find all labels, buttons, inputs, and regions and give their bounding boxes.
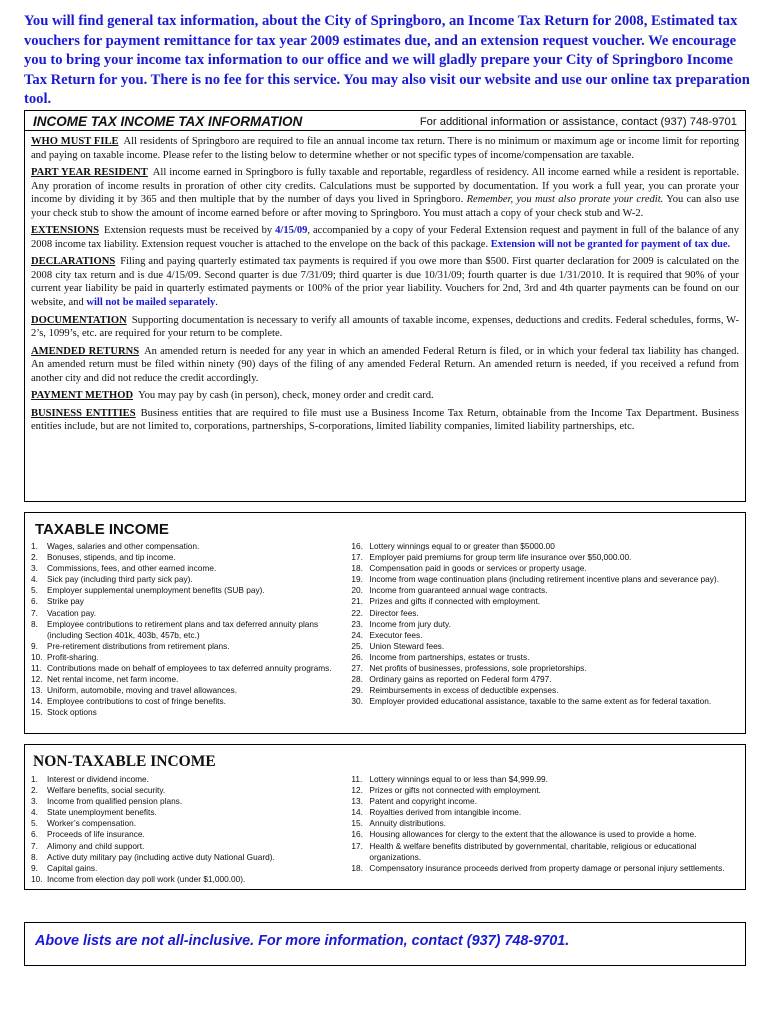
list-item-number: 15. xyxy=(351,818,363,829)
list-item xyxy=(351,619,739,630)
list-item-text: Sick pay (including third party sick pay). xyxy=(47,574,193,585)
list-item xyxy=(351,574,739,585)
list-item xyxy=(351,796,739,807)
list-item xyxy=(351,818,739,829)
list-item-text: Proceeds of life insurance. xyxy=(47,829,145,840)
business-entities-heading: BUSINESS ENTITIES xyxy=(31,407,136,419)
list-item xyxy=(31,641,345,652)
list-item-text: Executor fees. xyxy=(369,629,423,640)
list-item-number: 12. xyxy=(31,674,43,685)
list-item-number: 7. xyxy=(31,840,38,851)
list-item-text: Capital gains. xyxy=(47,862,98,873)
list-item-number: 8. xyxy=(31,618,38,629)
list-item xyxy=(31,707,345,718)
list-item-text: Prizes or gifts not connected with employment. xyxy=(369,785,541,796)
info-title: INCOME TAX INCOME TAX INFORMATION xyxy=(33,114,303,129)
list-item-number: 14. xyxy=(31,696,43,707)
list-item xyxy=(31,685,345,696)
list-item-number: 6. xyxy=(31,596,38,607)
list-item-number: 18. xyxy=(351,862,363,873)
payment-method-paragraph xyxy=(31,389,739,403)
list-item-text: Uniform, automobile, moving and travel allowances. xyxy=(47,685,237,696)
list-item xyxy=(351,541,739,552)
list-item-text: Reimbursements in excess of deductible expenses. xyxy=(369,685,559,696)
taxable-income-left-list xyxy=(31,541,345,719)
list-item-text: Wages, salaries and other compensation. xyxy=(47,541,200,551)
list-item-number: 1. xyxy=(31,541,38,551)
list-item-number: 20. xyxy=(351,585,363,596)
list-item-number: 3. xyxy=(31,796,38,807)
part-year-resident-heading: PART YEAR RESIDENT xyxy=(31,167,148,179)
extensions-text2: , accompanied by a copy of your Federal Extension request and payment in full of the balance of any 2008 income tax liability. Extension request voucher is attached to the envelope on the back of this package. xyxy=(31,225,740,250)
list-item xyxy=(351,674,739,685)
list-item xyxy=(351,785,739,796)
list-item-text: Vacation pay. xyxy=(47,607,97,618)
business-entities-text: Business entities that are required to file must use a Business Income Tax Return, obtainable from the Income Tax Department. Business entities include, but are not limited to, corporations, partnerships, S-corporations, limited liability companies, limited liability partnerships, etc. xyxy=(31,407,739,433)
who-must-file-heading: WHO MUST FILE xyxy=(31,136,119,147)
list-item-text: Employer paid premiums for group term life insurance over $50,000.00. xyxy=(369,552,632,563)
part-year-resident-text: All income earned in Springboro is fully taxable and reportable, regardless of residency. All income earned while a resident is reportable. Any proration of income results in proration of other city credits. Calculations must be supported by documentation. If you work a full year, you can prorate your income by dividing it by 365 and then multiple that by the number of days you lived in Springboro. xyxy=(31,167,740,206)
declarations-heading: DECLARATIONS xyxy=(31,256,116,268)
list-item xyxy=(351,596,739,607)
list-item-text: Pre-retirement distributions from retirement plans. xyxy=(47,640,230,651)
list-item-number: 23. xyxy=(351,618,363,629)
amended-returns-text: An amended return is needed for any year in which an amended Federal Return is filed, or in which your federal tax liability has changed. An amended return must be filed within ninety (90) days of the filing of any amended Federal Return. An amended return is needed, if you received a refund from another city and did not reduce the credit accordingly. xyxy=(31,345,739,384)
who-must-file-text: All residents of Springboro are required to file an annual income tax return. There is no minimum or maximum age or income limit for reporting and paying on taxable income. Please refer to the listing below to determine whether or not specific types of income/compensation are taxable. xyxy=(31,136,739,161)
list-item xyxy=(31,829,345,840)
list-item-text: Employee contributions to retirement plans and tax deferred annuity plans (including Section 401k, 403b, 457b, etc.) xyxy=(47,618,319,640)
list-item xyxy=(31,696,345,707)
documentation-paragraph xyxy=(31,314,739,341)
intro-paragraph: You will find general tax information, about the City of Springboro, an Income Tax Return for 2008, Estimated tax vouchers for payment remittance for tax year 2009 estimates due, and an extension request voucher. We encourage you to bring your income tax information to our office and we will gladly prepare your City of Springboro Income Tax Return for you. There is no fee for this service. You may also visit our website and use our online tax preparation tool. xyxy=(24,13,750,107)
list-item-number: 13. xyxy=(31,685,43,696)
list-item-number: 2. xyxy=(31,552,38,563)
list-item xyxy=(351,663,739,674)
list-item-text: Net rental income, net farm income. xyxy=(47,674,179,685)
list-item xyxy=(351,807,739,818)
list-item xyxy=(351,829,739,840)
list-item xyxy=(351,863,739,874)
documentation-heading: DOCUMENTATION xyxy=(31,314,127,326)
list-item-text: Health & welfare benefits distributed by governmental, charitable, religious or educational organizations. xyxy=(369,840,697,862)
income-tax-info-section xyxy=(24,110,746,502)
list-item-text: Compensation paid in goods or services or property usage. xyxy=(369,563,587,574)
list-item-text: Alimony and child support. xyxy=(47,840,145,851)
list-item-text: Employer provided educational assistance, taxable to the same extent as for federal taxation. xyxy=(369,696,712,707)
declarations-warning: will not be mailed separately xyxy=(86,297,216,309)
list-item xyxy=(351,552,739,563)
list-item-text: Compensatory insurance proceeds derived from property damage or personal injury settlements. xyxy=(369,862,725,873)
payment-method-heading: PAYMENT METHOD xyxy=(31,390,134,402)
list-item-number: 25. xyxy=(351,640,363,651)
non-taxable-income-section xyxy=(24,744,746,890)
list-item-text: Ordinary gains as reported on Federal form 4797. xyxy=(369,674,552,685)
list-item-text: Strike pay xyxy=(47,596,84,607)
footer-note: Above lists are not all-inclusive. For more information, contact (937) 748-9701. xyxy=(35,933,570,949)
list-item xyxy=(31,596,345,607)
list-item-text: Prizes and gifts if connected with employment. xyxy=(369,596,541,607)
list-item-number: 17. xyxy=(351,840,363,851)
list-item-number: 28. xyxy=(351,674,363,685)
list-item-text: Annuity distributions. xyxy=(369,818,446,829)
info-header xyxy=(25,111,745,131)
list-item-text: Income from election day poll work (under $1,000.00). xyxy=(47,873,246,884)
taxable-income-right-list xyxy=(351,541,739,719)
list-item xyxy=(31,652,345,663)
list-item-number: 30. xyxy=(351,696,363,707)
declarations-end: . xyxy=(215,297,218,309)
list-item-number: 16. xyxy=(351,541,363,551)
list-item-text: Income from wage continuation plans (including retirement incentive plans and severance pay). xyxy=(369,574,720,585)
list-item-text: Lottery winnings equal to or greater than $5000.00 xyxy=(369,541,555,551)
list-item xyxy=(31,563,345,574)
list-item-text: Net profits of businesses, professions, sole proprietorships. xyxy=(369,663,587,674)
taxable-income-section xyxy=(24,512,746,734)
list-item-text: Contributions made on behalf of employees to tax deferred annuity programs. xyxy=(47,663,332,674)
list-item-number: 7. xyxy=(31,607,38,618)
list-item-number: 18. xyxy=(351,563,363,574)
extensions-heading: EXTENSIONS xyxy=(31,225,99,237)
list-item-text: Union Steward fees. xyxy=(369,640,445,651)
list-item-number: 8. xyxy=(31,851,38,862)
list-item-text: Interest or dividend income. xyxy=(47,774,149,784)
extensions-text1: Extension requests must be received by xyxy=(104,225,273,237)
non-taxable-income-left-list xyxy=(31,774,345,885)
list-item-number: 5. xyxy=(31,818,38,829)
list-item-number: 6. xyxy=(31,829,38,840)
list-item xyxy=(31,863,345,874)
list-item-number: 13. xyxy=(351,796,363,807)
list-item xyxy=(31,663,345,674)
list-item-number: 5. xyxy=(31,585,38,596)
list-item-text: Stock options xyxy=(47,707,97,718)
info-contact: For additional information or assistance, contact (937) 748-9701 xyxy=(419,116,737,128)
list-item-text: Worker’s compensation. xyxy=(47,818,137,829)
list-item-number: 12. xyxy=(351,785,363,796)
list-item xyxy=(31,807,345,818)
list-item-number: 24. xyxy=(351,629,363,640)
taxable-income-title: TAXABLE INCOME xyxy=(35,521,169,538)
list-item xyxy=(351,696,739,707)
who-must-file-paragraph xyxy=(31,135,739,162)
list-item-text: Income from guaranteed annual wage contracts. xyxy=(369,585,548,596)
list-item-number: 10. xyxy=(31,873,43,884)
list-item xyxy=(31,619,345,641)
list-item-number: 19. xyxy=(351,574,363,585)
list-item xyxy=(31,574,345,585)
list-item xyxy=(351,641,739,652)
list-item xyxy=(31,541,345,552)
part-year-resident-italic: Remember, you must also prorate your credit. xyxy=(466,194,664,206)
footer-note-box xyxy=(24,922,746,966)
list-item xyxy=(351,563,739,574)
business-entities-paragraph xyxy=(31,407,739,434)
list-item xyxy=(31,585,345,596)
list-item-text: State unemployment benefits. xyxy=(47,807,157,818)
non-taxable-income-title: NON-TAXABLE INCOME xyxy=(33,753,216,770)
extensions-warning: Extension will not be granted for payment of tax due. xyxy=(490,238,731,250)
part-year-resident-paragraph xyxy=(31,166,739,220)
list-item xyxy=(31,785,345,796)
list-item-text: Lottery winnings equal to or less than $4,999.99. xyxy=(369,774,548,784)
list-item xyxy=(351,652,739,663)
list-item-number: 22. xyxy=(351,607,363,618)
list-item-number: 3. xyxy=(31,563,38,574)
non-taxable-income-right-list xyxy=(351,774,739,885)
part-year-resident-text2: You can also use your check stub to show the amount of income earned before or after moving to Springboro. You must attach a copy of your check stub and W-2. xyxy=(31,194,739,219)
list-item-number: 29. xyxy=(351,685,363,696)
list-item-text: Patent and copyright income. xyxy=(369,796,477,807)
list-item-number: 27. xyxy=(351,663,363,674)
list-item-number: 9. xyxy=(31,640,38,651)
list-item-number: 26. xyxy=(351,651,363,662)
documentation-text: Supporting documentation is necessary to verify all amounts of taxable income, expenses, deductions and credits. Federal schedules, forms, W-2’s, 1099’s, etc. are required for your return to be complete. xyxy=(31,314,739,340)
list-item xyxy=(31,796,345,807)
list-item-text: Bonuses, stipends, and tip income. xyxy=(47,552,176,563)
amended-returns-paragraph xyxy=(31,345,739,386)
list-item-number: 2. xyxy=(31,785,38,796)
list-item xyxy=(31,552,345,563)
list-item-number: 17. xyxy=(351,552,363,563)
list-item xyxy=(351,841,739,863)
extensions-date: 4/15/09 xyxy=(275,225,308,237)
list-item-text: Welfare benefits, social security. xyxy=(47,785,166,796)
list-item-text: Income from qualified pension plans. xyxy=(47,796,183,807)
list-item-number: 16. xyxy=(351,829,363,840)
list-item-number: 21. xyxy=(351,596,363,607)
list-item-text: Royalties derived from intangible income. xyxy=(369,807,522,818)
list-item xyxy=(31,852,345,863)
list-item-text: Commissions, fees, and other earned income. xyxy=(47,563,217,574)
list-item-number: 15. xyxy=(31,707,43,718)
list-item-text: Income from partnerships, estates or trusts. xyxy=(369,651,530,662)
list-item-number: 14. xyxy=(351,807,363,818)
list-item-text: Employer supplemental unemployment benefits (SUB pay). xyxy=(47,585,265,596)
list-item xyxy=(31,674,345,685)
list-item-text: Director fees. xyxy=(369,607,419,618)
declarations-paragraph xyxy=(31,255,739,309)
list-item xyxy=(31,841,345,852)
payment-method-text: You may pay by cash (in person), check, money order and credit card. xyxy=(138,390,434,402)
list-item-number: 4. xyxy=(31,574,38,585)
list-item xyxy=(31,774,345,785)
list-item-text: Active duty military pay (including active duty National Guard). xyxy=(47,851,275,862)
list-item xyxy=(31,818,345,829)
list-item-text: Income from jury duty. xyxy=(369,618,451,629)
list-item xyxy=(31,874,345,885)
declarations-text: Filing and paying quarterly estimated tax payments is required if you owe more than $500. First quarter declaration for 2009 is calculated on the 2008 city tax return and is due 4/15/09. Second quarter is due 7/31/09; third quarter is due 10/31/09; fourth quarter is due 1/31/2010. It is required that 90% of your current year liability be paid in quarterly estimated payments or 100% of the prior year liability. Vouchers for 2nd, 3rd and 4th quarter payments can be found on our website, and xyxy=(31,256,739,309)
list-item-number: 9. xyxy=(31,862,38,873)
list-item xyxy=(351,608,739,619)
list-item-text: Employee contributions to cost of fringe benefits. xyxy=(47,696,226,707)
list-item-text: Housing allowances for clergy to the extent that the allowance is used to provide a home. xyxy=(369,829,697,840)
list-item xyxy=(351,774,739,785)
list-item-number: 11. xyxy=(31,663,42,674)
list-item-number: 11. xyxy=(351,774,363,784)
list-item-number: 10. xyxy=(31,651,43,662)
extensions-paragraph xyxy=(31,224,739,251)
list-item xyxy=(31,608,345,619)
list-item xyxy=(351,685,739,696)
list-item xyxy=(351,630,739,641)
list-item-text: Profit-sharing. xyxy=(47,651,99,662)
list-item-number: 4. xyxy=(31,807,38,818)
list-item-number: 1. xyxy=(31,774,38,784)
list-item xyxy=(351,585,739,596)
amended-returns-heading: AMENDED RETURNS xyxy=(31,345,140,357)
